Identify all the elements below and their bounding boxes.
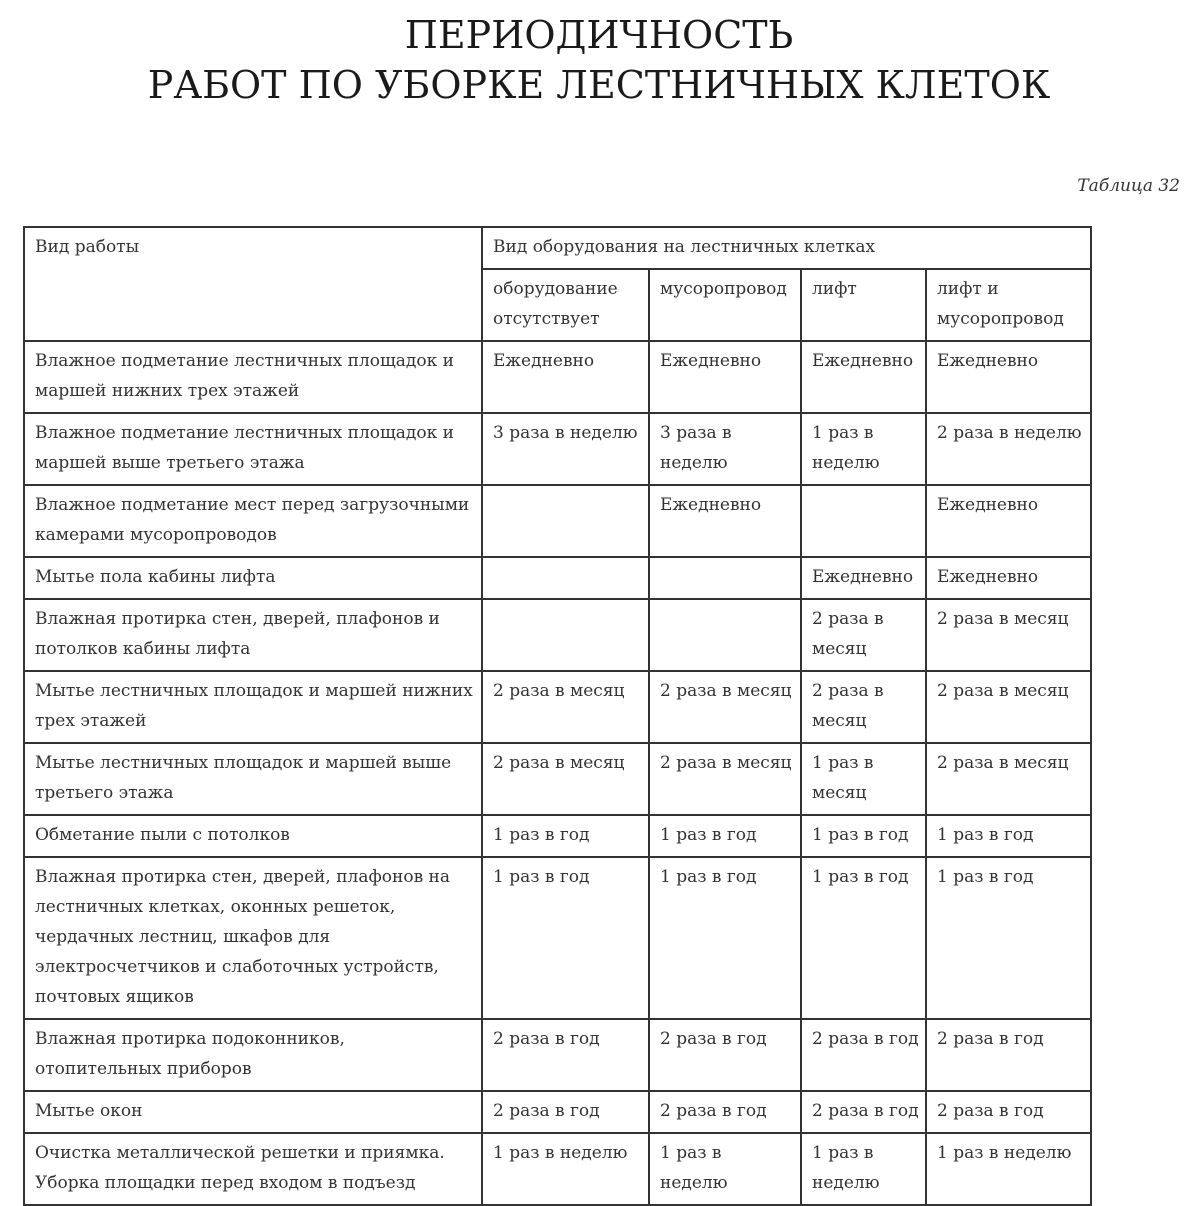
frequency-cell: 1 раз в год bbox=[801, 857, 926, 1019]
frequency-cell bbox=[482, 599, 649, 671]
frequency-cell: 1 раз в год bbox=[926, 857, 1091, 1019]
frequency-cell: 2 раза в год bbox=[926, 1019, 1091, 1091]
frequency-cell: 1 раз в месяц bbox=[801, 743, 926, 815]
table-row bbox=[24, 1133, 1091, 1205]
frequency-cell: 1 раз в год bbox=[801, 815, 926, 857]
table-row bbox=[24, 815, 1091, 857]
frequency-cell: 2 раза в год bbox=[926, 1091, 1091, 1133]
frequency-cell: 2 раза в год bbox=[649, 1019, 801, 1091]
header-col-elevator: лифт bbox=[801, 269, 926, 341]
frequency-cell: 2 раза в месяц bbox=[649, 743, 801, 815]
frequency-cell: 1 раз в неделю bbox=[482, 1133, 649, 1205]
table-row bbox=[24, 857, 1091, 1019]
page-title-line-2: РАБОТ ПО УБОРКЕ ЛЕСТНИЧНЫХ КЛЕТОК bbox=[147, 63, 1051, 107]
frequency-cell: 2 раза в месяц bbox=[926, 599, 1091, 671]
work-type-cell: Влажная протирка стен, дверей, плафонов на лестничных клетках, оконных решеток, чердачных лестниц, шкафов для электросчетчиков и слаботочных устройств, почтовых ящиков bbox=[24, 857, 482, 1019]
cleaning-schedule-table bbox=[23, 226, 1092, 1206]
work-type-cell: Влажная протирка подоконников, отопительных приборов bbox=[24, 1019, 482, 1091]
table-row bbox=[24, 1019, 1091, 1091]
frequency-cell: Ежедневно bbox=[649, 485, 801, 557]
table-row bbox=[24, 743, 1091, 815]
frequency-cell: 1 раз в год bbox=[482, 815, 649, 857]
page-title bbox=[0, 10, 1198, 110]
work-type-cell: Мытье лестничных площадок и маршей нижних трех этажей bbox=[24, 671, 482, 743]
table-row bbox=[24, 1091, 1091, 1133]
frequency-cell: 2 раза в год bbox=[482, 1091, 649, 1133]
frequency-cell bbox=[649, 599, 801, 671]
frequency-cell: 2 раза в месяц bbox=[482, 743, 649, 815]
work-type-cell: Влажное подметание лестничных площадок и маршей выше третьего этажа bbox=[24, 413, 482, 485]
frequency-cell: 2 раза в месяц bbox=[649, 671, 801, 743]
frequency-cell: 2 раза в год bbox=[801, 1091, 926, 1133]
work-type-cell: Очистка металлической решетки и приямка. Уборка площадки перед входом в подъезд bbox=[24, 1133, 482, 1205]
frequency-cell: 2 раза в год bbox=[649, 1091, 801, 1133]
frequency-cell: 1 раз в год bbox=[926, 815, 1091, 857]
work-type-cell: Влажное подметание мест перед загрузочными камерами мусоропроводов bbox=[24, 485, 482, 557]
frequency-cell: Ежедневно bbox=[482, 341, 649, 413]
table-row bbox=[24, 485, 1091, 557]
table-row bbox=[24, 671, 1091, 743]
frequency-cell: Ежедневно bbox=[926, 485, 1091, 557]
frequency-cell: 3 раза в неделю bbox=[649, 413, 801, 485]
header-col-garbage-chute: мусоропровод bbox=[649, 269, 801, 341]
work-type-cell: Влажное подметание лестничных площадок и маршей нижних трех этажей bbox=[24, 341, 482, 413]
frequency-cell: 3 раза в неделю bbox=[482, 413, 649, 485]
frequency-cell: 2 раза в месяц bbox=[801, 599, 926, 671]
work-type-cell: Влажная протирка стен, дверей, плафонов и потолков кабины лифта bbox=[24, 599, 482, 671]
frequency-cell: 2 раза в месяц bbox=[482, 671, 649, 743]
frequency-cell: 1 раз в неделю bbox=[801, 413, 926, 485]
table-row bbox=[24, 341, 1091, 413]
frequency-cell: 1 раз в год bbox=[649, 857, 801, 1019]
work-type-cell: Мытье лестничных площадок и маршей выше третьего этажа bbox=[24, 743, 482, 815]
frequency-cell: 2 раза в год bbox=[482, 1019, 649, 1091]
header-row bbox=[24, 227, 1091, 269]
frequency-cell: 1 раз в неделю bbox=[926, 1133, 1091, 1205]
frequency-cell: 2 раза в год bbox=[801, 1019, 926, 1091]
table-number-label: Таблица 32 bbox=[1077, 176, 1180, 196]
frequency-cell bbox=[801, 485, 926, 557]
table-row bbox=[24, 599, 1091, 671]
header-col-elevator-and-chute: лифт и мусоропровод bbox=[926, 269, 1091, 341]
frequency-cell: 2 раза в месяц bbox=[926, 671, 1091, 743]
frequency-cell: Ежедневно bbox=[649, 341, 801, 413]
header-equipment-group: Вид оборудования на лестничных клетках bbox=[482, 227, 1091, 269]
header-col-no-equipment: оборудование отсутствует bbox=[482, 269, 649, 341]
frequency-cell: 1 раз в неделю bbox=[649, 1133, 801, 1205]
work-type-cell: Обметание пыли с потолков bbox=[24, 815, 482, 857]
table-row bbox=[24, 557, 1091, 599]
frequency-cell: Ежедневно bbox=[926, 341, 1091, 413]
frequency-cell: Ежедневно bbox=[926, 557, 1091, 599]
frequency-cell: 1 раз в год bbox=[482, 857, 649, 1019]
work-type-cell: Мытье окон bbox=[24, 1091, 482, 1133]
work-type-cell: Мытье пола кабины лифта bbox=[24, 557, 482, 599]
frequency-cell: 2 раза в неделю bbox=[926, 413, 1091, 485]
frequency-cell: Ежедневно bbox=[801, 341, 926, 413]
frequency-cell bbox=[482, 485, 649, 557]
frequency-cell bbox=[649, 557, 801, 599]
table-body bbox=[24, 227, 1091, 1205]
frequency-cell: 1 раз в неделю bbox=[801, 1133, 926, 1205]
frequency-cell: 2 раза в месяц bbox=[801, 671, 926, 743]
frequency-cell: Ежедневно bbox=[801, 557, 926, 599]
frequency-cell: 1 раз в год bbox=[649, 815, 801, 857]
header-work-type: Вид работы bbox=[24, 227, 482, 341]
page-title-line-1: ПЕРИОДИЧНОСТЬ bbox=[404, 13, 794, 57]
frequency-cell: 2 раза в месяц bbox=[926, 743, 1091, 815]
table-row bbox=[24, 413, 1091, 485]
frequency-cell bbox=[482, 557, 649, 599]
